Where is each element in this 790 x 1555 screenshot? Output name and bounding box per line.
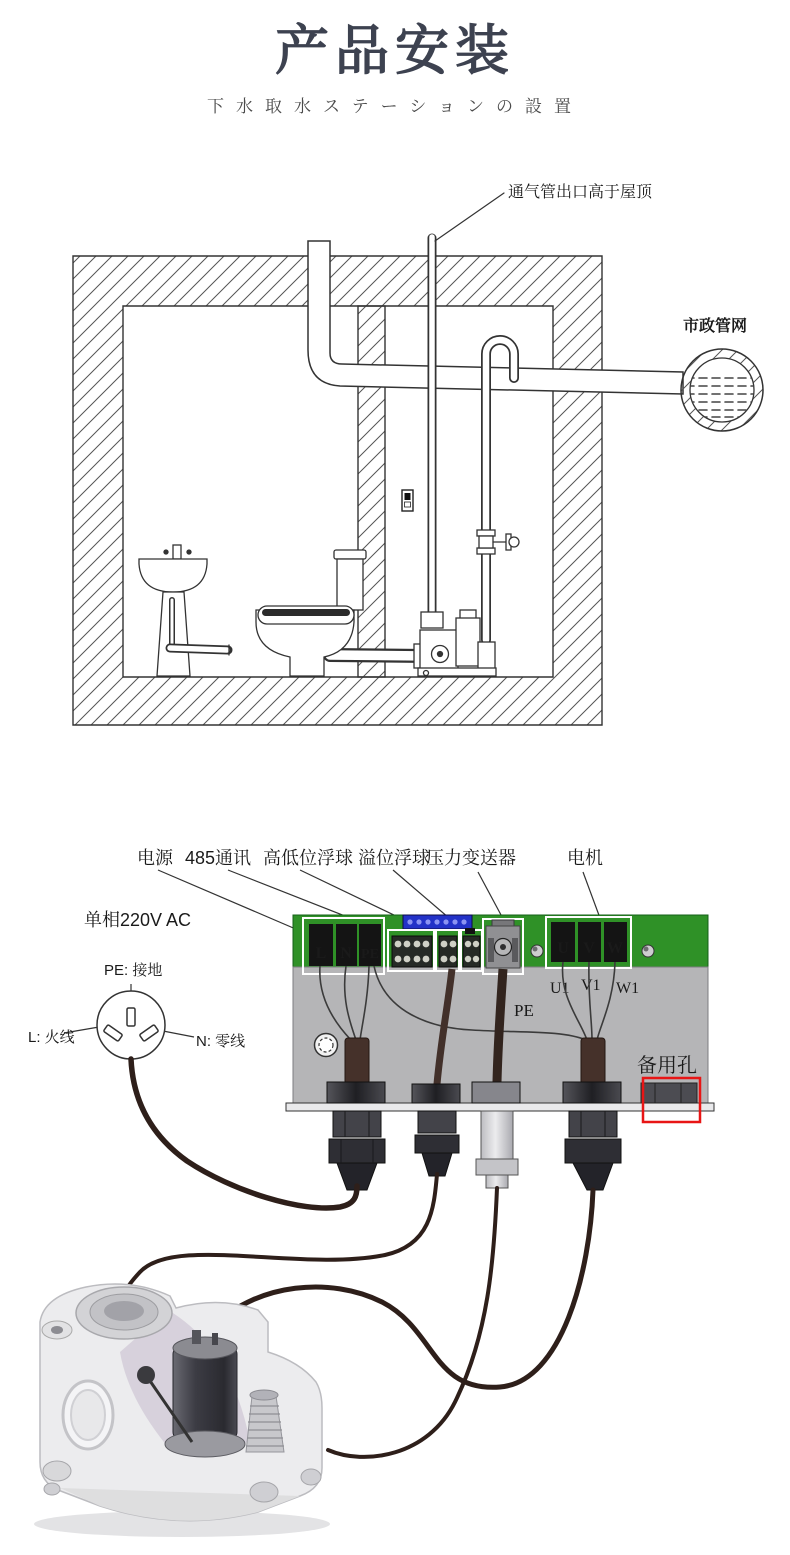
pump-unit (34, 1284, 330, 1537)
municipal-well (681, 349, 763, 431)
label-pe-ground: PE: 接地 (104, 962, 163, 979)
label-motor: 电机 (567, 848, 603, 868)
label-phase: 单相220V AC (84, 910, 192, 930)
wiring-diagram (28, 848, 714, 1537)
motor-terminal-block (546, 917, 631, 968)
terminal-w: W (607, 940, 623, 957)
terminal-v: V (583, 940, 595, 957)
power-plug (64, 984, 194, 1059)
page-subtitle: 下水取水ステーションの設置 (207, 97, 583, 116)
terminal-pe: PE (361, 947, 379, 962)
label-live: L: 火线 (28, 1029, 75, 1046)
vent-leader-line (435, 193, 504, 241)
label-float-hl: 高低位浮球 (263, 848, 353, 868)
label-float-overflow: 溢位浮球 (358, 848, 430, 868)
label-neutral: N: 零线 (196, 1033, 246, 1050)
partition-wall (358, 306, 385, 677)
municipal-label: 市政管网 (683, 318, 748, 335)
spare-hole (641, 1083, 697, 1103)
spare-hole-label: 备用孔 (637, 1055, 697, 1077)
installation-diagram (73, 182, 763, 725)
pressure-connector (483, 919, 523, 974)
terminal-n: N (340, 945, 352, 962)
sink (139, 545, 229, 676)
wire-u1: U1 (550, 980, 570, 997)
label-power: 电源 (137, 848, 173, 868)
wire-v1: V1 (581, 977, 601, 994)
terminal-l: L (315, 945, 327, 962)
label-comm: 485通讯 (185, 848, 252, 868)
valve (477, 530, 519, 554)
cable-glands (327, 1082, 621, 1190)
toilet (256, 550, 428, 676)
ground-screw (315, 1034, 338, 1057)
label-pressure: 压力变送器 (426, 848, 516, 868)
wire-w1: W1 (616, 980, 640, 997)
vent-label: 通气管出口高于屋顶 (508, 184, 653, 201)
wall-switch (402, 490, 413, 511)
panel-lip (286, 1103, 714, 1111)
comm-connector (403, 915, 472, 929)
page-title: 产品安装 (275, 21, 515, 81)
terminal-u: U (557, 940, 569, 957)
wire-pe-label: PE (514, 1001, 534, 1020)
input-terminal-block (303, 918, 384, 974)
